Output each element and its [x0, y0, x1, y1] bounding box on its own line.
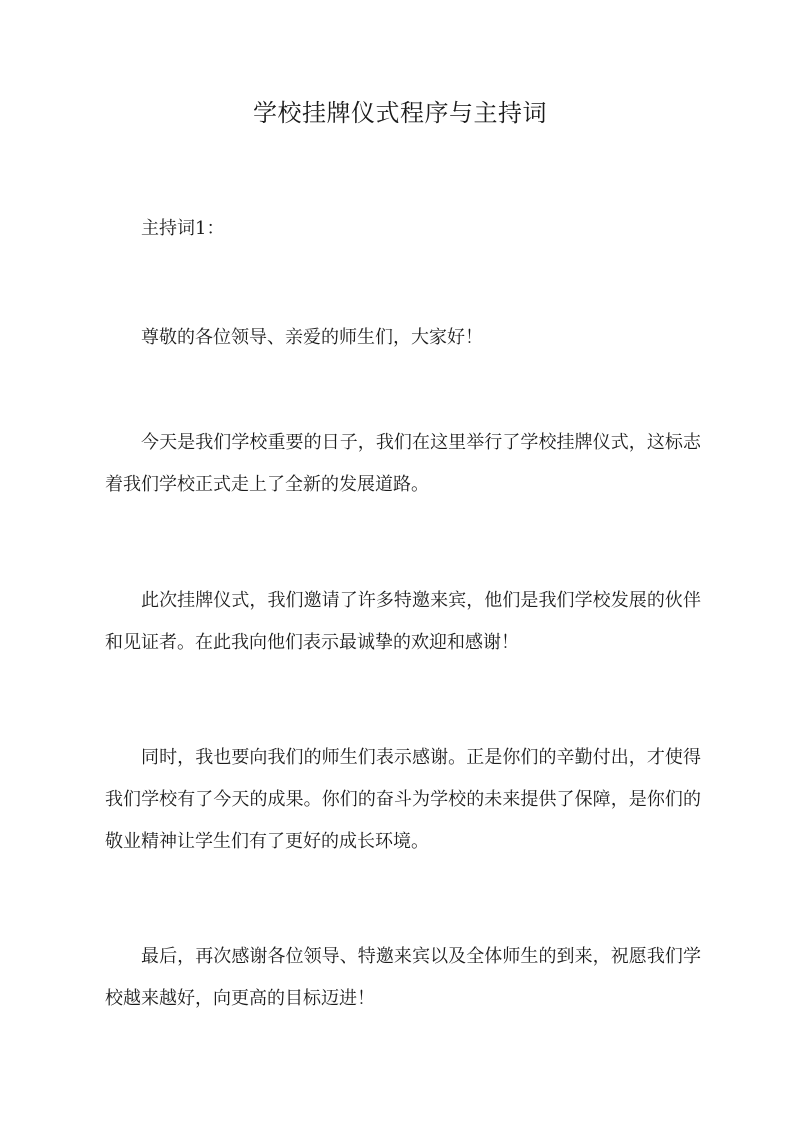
body-paragraph: 此次挂牌仪式，我们邀请了许多特邀来宾，他们是我们学校发展的伙伴和见证者。在此我向他们表示最诚挚的欢迎和感谢！	[105, 590, 701, 653]
section-label: 主持词1：	[141, 218, 225, 239]
document-title: 学校挂牌仪式程序与主持词	[253, 99, 547, 127]
greeting-paragraph: 尊敬的各位领导、亲爱的师生们，大家好！	[141, 327, 483, 348]
closing-paragraph: 最后，再次感谢各位领导、特邀来宾以及全体师生的到来，祝愿我们学校越来越好，向更高的目标迈进！	[105, 946, 701, 1009]
body-paragraph: 今天是我们学校重要的日子，我们在这里举行了学校挂牌仪式，这标志着我们学校正式走上了全新的发展道路。	[105, 432, 701, 495]
body-paragraph: 同时，我也要向我们的师生们表示感谢。正是你们的辛勤付出，才使得我们学校有了今天的成果。你们的奋斗为学校的未来提供了保障，是你们的敬业精神让学生们有了更好的成长环境。	[105, 747, 701, 852]
